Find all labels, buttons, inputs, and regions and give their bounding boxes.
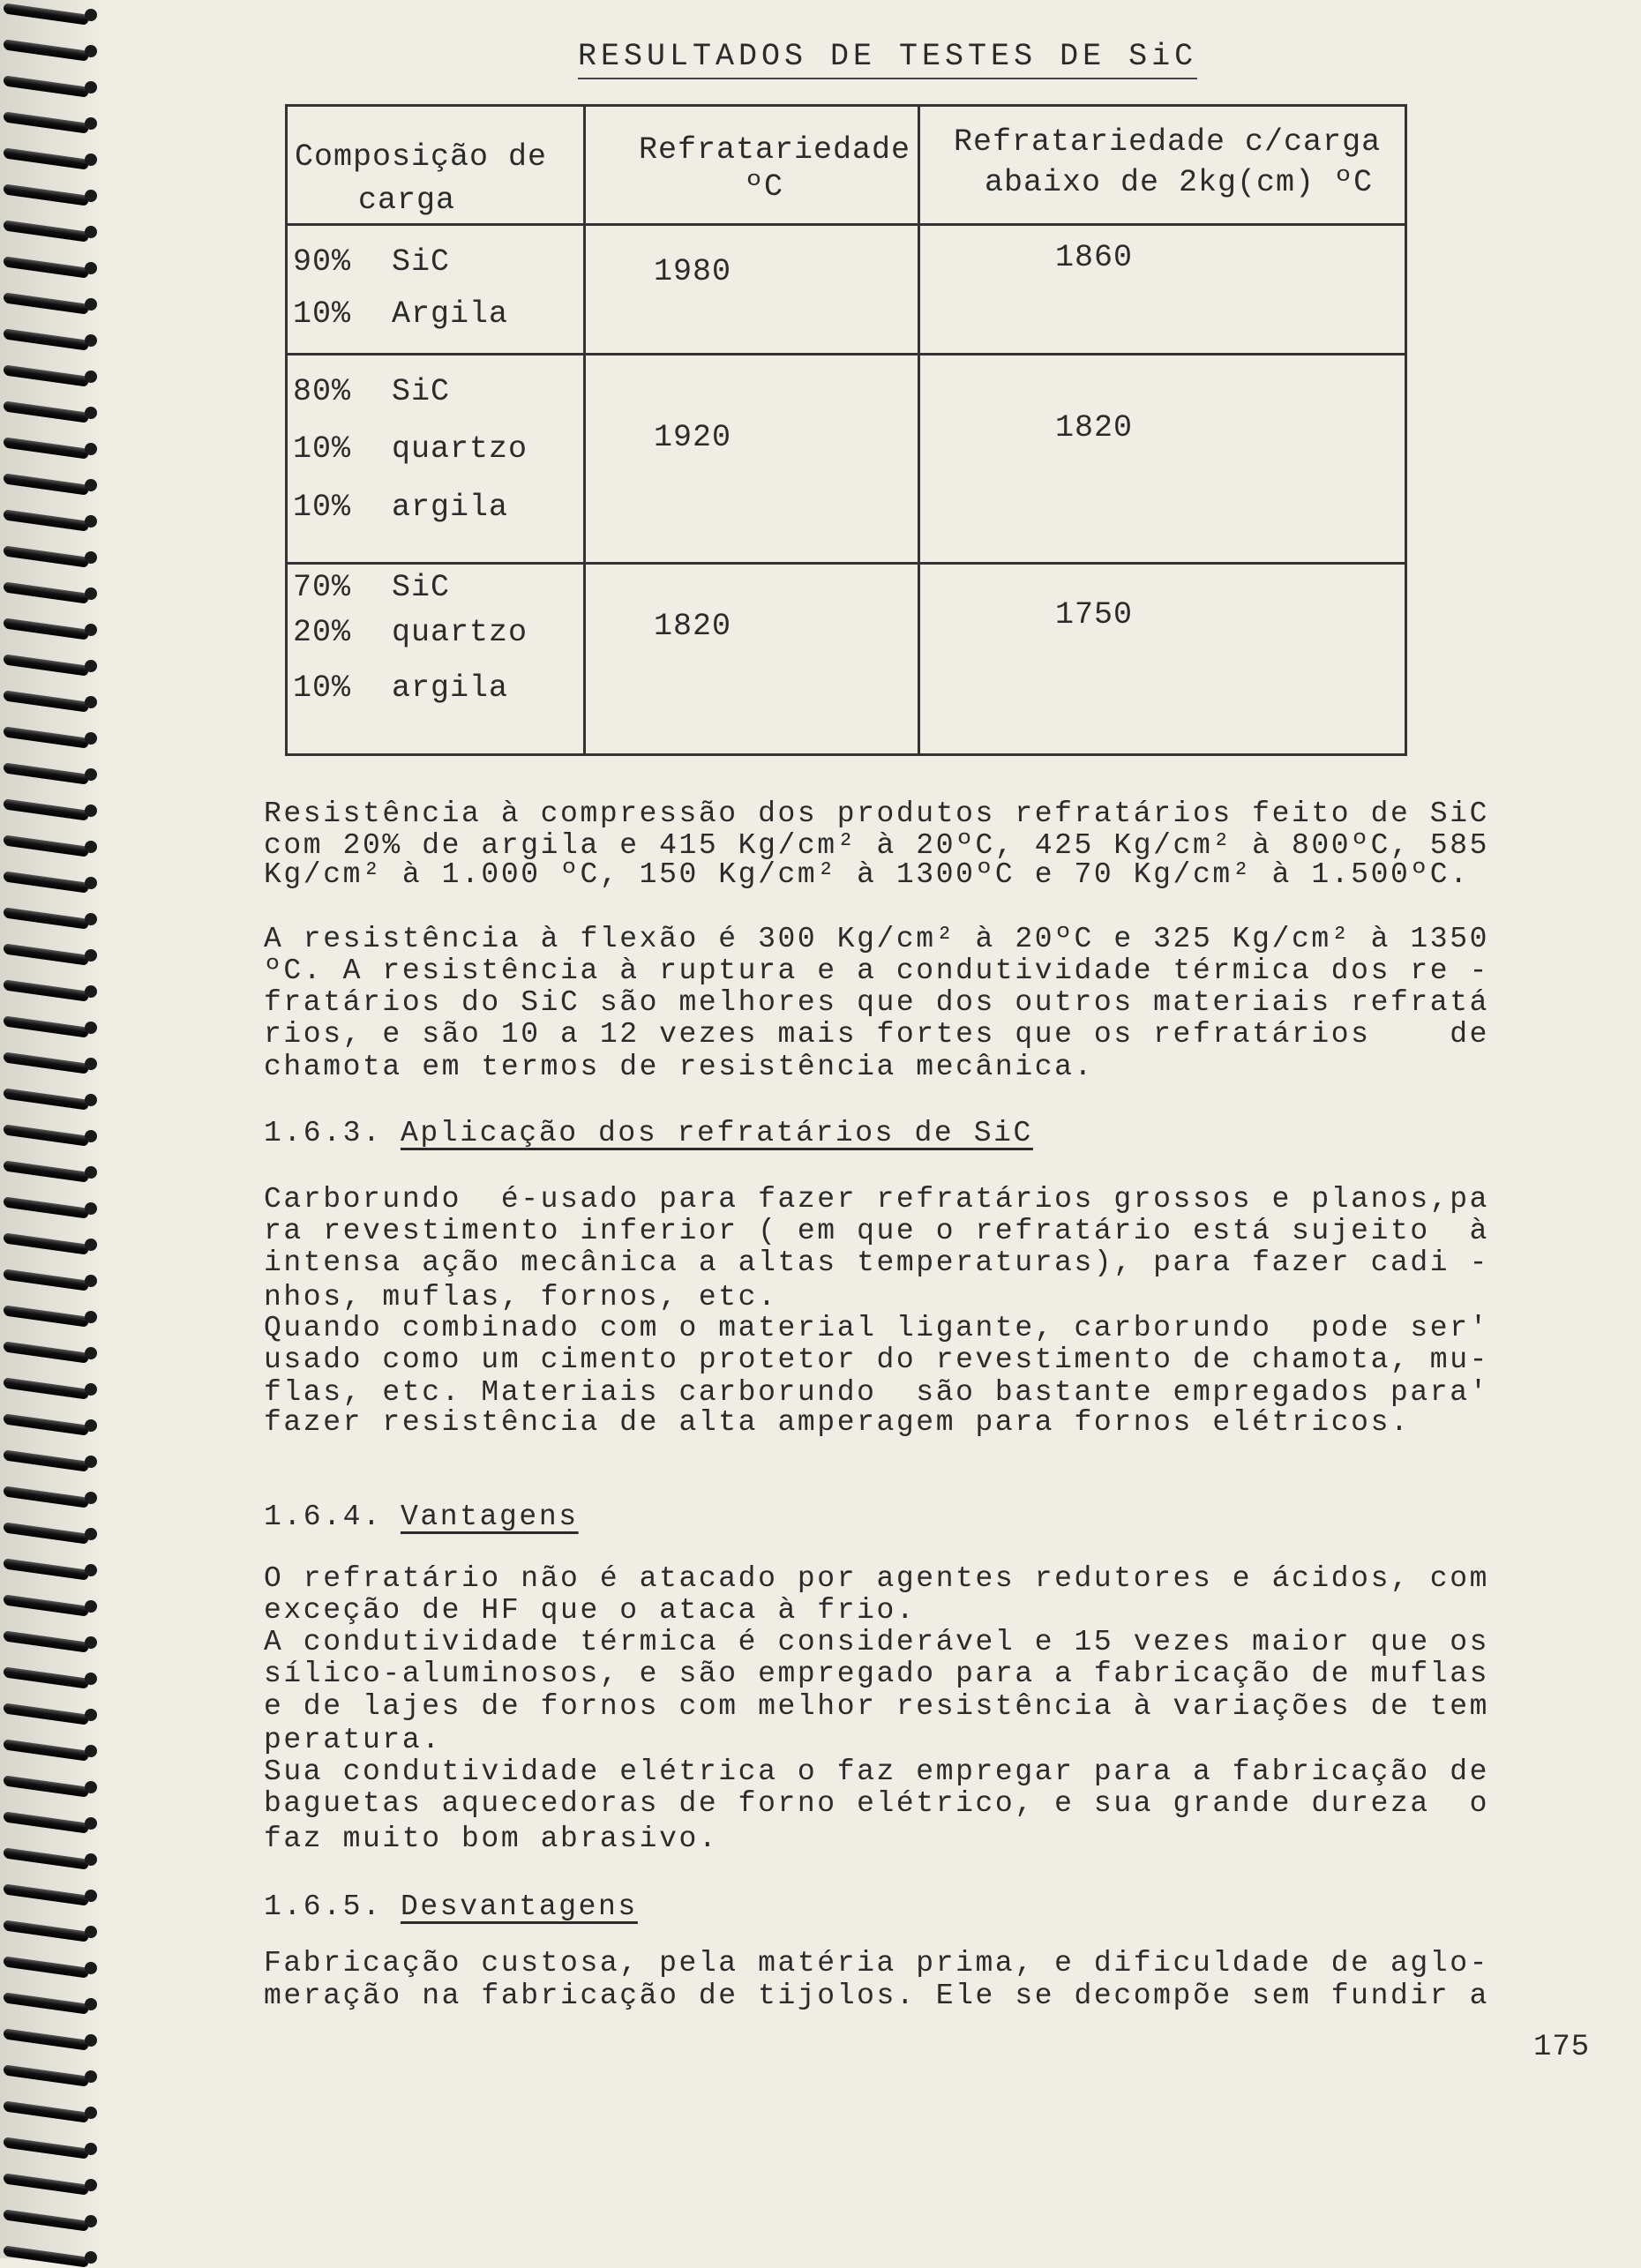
paragraph-line: Resistência à compressão dos produtos refratários feito de SiC [264, 797, 1489, 830]
table-header-cell: Composição de [295, 139, 548, 175]
binding-coil [4, 909, 95, 929]
paragraph-line: faz muito bom abrasivo. [264, 1823, 719, 1855]
binding-coil [4, 837, 95, 857]
binding-coil [4, 114, 95, 133]
composition-percent: 10% [293, 431, 352, 467]
composition-percent: 20% [293, 615, 352, 650]
paragraph-line: baguetas aquecedoras de forno elétrico, e sua grande dureza o [264, 1787, 1489, 1820]
page-number: 175 [1533, 2031, 1591, 2064]
binding-coil [4, 1705, 95, 1725]
composition-material: Argila [392, 296, 509, 332]
composition-material: argila [392, 490, 509, 525]
table-row-divider [288, 353, 1405, 356]
binding-coil [4, 1199, 95, 1218]
paragraph-line: usado como um cimento protetor do revestimento de chamota, mu- [264, 1344, 1489, 1376]
binding-coil [4, 1524, 95, 1544]
binding-coil [4, 222, 95, 242]
binding-coil [4, 1886, 95, 1905]
paragraph-line: ºC. A resistência à ruptura e a condutividade térmica dos re - [264, 954, 1489, 987]
section-heading: Aplicação dos refratários de SiC [401, 1117, 1033, 1149]
binding-coil [4, 1054, 95, 1074]
table-title: RESULTADOS DE TESTES DE SiC [578, 39, 1197, 79]
binding-coil [4, 2139, 95, 2159]
section-number: 1.6.3. [264, 1117, 383, 1149]
section-heading: Vantagens [401, 1501, 579, 1533]
paragraph-line: nhos, muflas, fornos, etc. [264, 1281, 778, 1314]
table-header-cell: Refratariedade c/carga [954, 124, 1382, 160]
composition-material: SiC [392, 570, 451, 605]
paragraph-line: rios, e são 10 a 12 vezes mais fortes que os refratários de [264, 1018, 1489, 1051]
paragraph-line: exceção de HF que o ataca à frio. [264, 1594, 917, 1627]
binding-coil [4, 1018, 95, 1037]
paragraph-line: chamota em termos de resistência mecânica. [264, 1051, 1094, 1083]
paragraph-line: e de lajes de fornos com melhor resistência à variações de tem [264, 1690, 1489, 1723]
binding-coil [4, 1958, 95, 1978]
binding-coil [4, 367, 95, 386]
binding-coil [4, 1127, 95, 1146]
binding-coil [4, 801, 95, 820]
paragraph-line: fratários do SiC são melhores que dos outros materiais refratá [264, 986, 1489, 1019]
binding-coil [4, 1488, 95, 1508]
binding-coil [4, 78, 95, 97]
composition-percent: 80% [293, 374, 352, 409]
binding-coil [4, 1163, 95, 1182]
refractoriness-value: 1820 [654, 609, 732, 644]
composition-percent: 10% [293, 670, 352, 706]
paragraph-line: meração na fabricação de tijolos. Ele se decompõe sem fundir a [264, 1980, 1489, 2012]
paragraph-line: A resistência à flexão é 300 Kg/cm² à 20ºC e 325 Kg/cm² à 1350 [264, 923, 1489, 955]
binding-coil [4, 1090, 95, 1110]
composition-percent: 90% [293, 244, 352, 280]
binding-coil [4, 1778, 95, 1797]
binding-coil [4, 5, 95, 25]
binding-coil [4, 1416, 95, 1435]
paragraph-line: Carborundo é-usado para fazer refratários grossos e planos,pa [264, 1183, 1489, 1216]
composition-material: SiC [392, 244, 451, 280]
paragraph-line: peratura. [264, 1724, 442, 1756]
binding-coil [4, 403, 95, 423]
table-column-divider [583, 107, 586, 753]
composition-material: quartzo [392, 431, 528, 467]
binding-coil [4, 1814, 95, 1833]
results-table [285, 104, 1407, 756]
table-column-divider [918, 107, 920, 753]
binding-coil [4, 2031, 95, 2050]
binding-coil [4, 873, 95, 893]
binding-coil [4, 439, 95, 459]
binding-coil [4, 1380, 95, 1399]
section-number: 1.6.4. [264, 1501, 383, 1533]
paragraph-line: A condutividade térmica é considerável e 15 vezes maior que os [264, 1626, 1489, 1658]
paragraph-line: O refratário não é atacado por agentes redutores e ácidos, com [264, 1562, 1489, 1595]
binding-coil [4, 475, 95, 495]
binding-coil [4, 2103, 95, 2122]
binding-coil [4, 1597, 95, 1616]
paragraph-line: Kg/cm² à 1.000 ºC, 150 Kg/cm² à 1300ºC e 70 Kg/cm² à 1.500ºC. [264, 858, 1470, 891]
table-row-divider [288, 223, 1405, 226]
binding-coil [4, 1235, 95, 1254]
binding-coil [4, 295, 95, 314]
binding-coil [4, 331, 95, 350]
binding-coil [4, 2067, 95, 2086]
table-header-cell: carga [358, 183, 456, 218]
binding-coil [4, 1344, 95, 1363]
binding-coil [4, 982, 95, 1001]
binding-coil [4, 1922, 95, 1942]
table-header-cell: ºC [745, 169, 784, 205]
paragraph-line: intensa ação mecânica a altas temperaturas), para fazer cadi - [264, 1246, 1489, 1279]
composition-percent: 10% [293, 296, 352, 332]
binding-coil [4, 584, 95, 603]
binding-coil [4, 1452, 95, 1471]
composition-material: SiC [392, 374, 451, 409]
section-heading: Desvantagens [401, 1890, 638, 1923]
paragraph-line: Quando combinado com o material ligante, carborundo pode ser' [264, 1312, 1489, 1344]
binding-coil [4, 186, 95, 206]
paragraph-line: sílico-aluminosos, e são empregado para a fabricação de muflas [264, 1658, 1489, 1690]
binding-coil [4, 2212, 95, 2231]
composition-material: quartzo [392, 615, 528, 650]
table-header-cell: Refratariedade [639, 132, 911, 168]
binding-coil [4, 1561, 95, 1580]
composition-percent: 10% [293, 490, 352, 525]
binding-coil [4, 1271, 95, 1291]
paragraph-line: ra revestimento inferior ( em que o refratário está sujeito à [264, 1215, 1489, 1247]
table-header-cell: abaixo de 2kg(cm) ºC [985, 165, 1374, 200]
paragraph-line: com 20% de argila e 415 Kg/cm² à 20ºC, 425 Kg/cm² à 800ºC, 585 [264, 829, 1489, 862]
binding-coil [4, 2248, 95, 2267]
binding-coil [4, 548, 95, 567]
binding-coil [4, 765, 95, 784]
binding-coil [4, 150, 95, 169]
refractoriness-under-load-value: 1820 [1055, 410, 1134, 445]
refractoriness-value: 1980 [654, 254, 732, 289]
binding-coil [4, 946, 95, 965]
binding-coil [4, 41, 95, 61]
binding-coil [4, 1633, 95, 1652]
paragraph-line: Sua condutividade elétrica o faz empregar para a fabricação de [264, 1755, 1489, 1788]
refractoriness-under-load-value: 1750 [1055, 597, 1134, 632]
binding-coil [4, 656, 95, 676]
binding-coil [4, 692, 95, 712]
composition-percent: 70% [293, 570, 352, 605]
binding-coil [4, 2175, 95, 2195]
binding-coil [4, 1850, 95, 1869]
binding-coil [4, 1307, 95, 1327]
binding-coil [4, 1669, 95, 1688]
composition-material: argila [392, 670, 509, 706]
section-number: 1.6.5. [264, 1890, 383, 1923]
paragraph-line: fazer resistência de alta amperagem para fornos elétricos. [264, 1406, 1411, 1439]
binding-coil [4, 1741, 95, 1761]
refractoriness-value: 1920 [654, 420, 732, 455]
table-row-divider [288, 562, 1405, 565]
paragraph-line: flas, etc. Materiais carborundo são bastante empregados para' [264, 1376, 1489, 1409]
binding-coil [4, 620, 95, 640]
refractoriness-under-load-value: 1860 [1055, 240, 1134, 275]
binding-coil [4, 729, 95, 748]
binding-coil [4, 1995, 95, 2014]
spiral-binding [0, 0, 106, 2258]
paragraph-line: Fabricação custosa, pela matéria prima, e dificuldade de aglo- [264, 1947, 1489, 1980]
binding-coil [4, 512, 95, 531]
binding-coil [4, 258, 95, 278]
